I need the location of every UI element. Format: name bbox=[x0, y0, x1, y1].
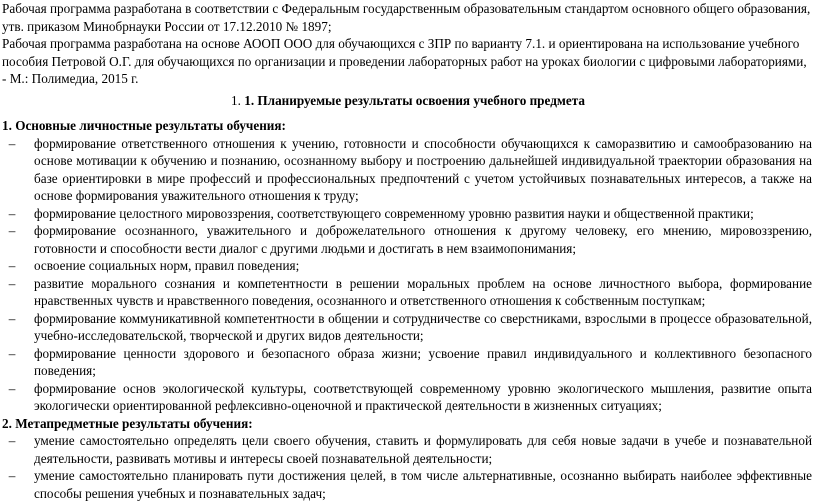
list-item-text: формирование осознанного, уважительного и доброжелательного отношения к другому человеку, его мнению, мировоззрению, готовности и способности вести диалог с другими людьми и достигать в нем взаимопонимания; bbox=[34, 223, 812, 256]
bullet-list bbox=[0, 432, 816, 502]
section-title: 2. Метапредметные результаты обучения: bbox=[0, 415, 816, 433]
list-item bbox=[0, 257, 816, 275]
list-item-text: формирование целостного мировоззрения, соответствующего современному уровню развития науки и общественной практики; bbox=[34, 206, 754, 221]
intro-paragraph: Рабочая программа разработана в соответствии с Федеральным государственным образовательным стандартом основного общего образования, утв. приказом Минобрнауки России от 17.12.2010 № 1897; bbox=[0, 0, 816, 35]
list-item-text: умение самостоятельно планировать пути достижения целей, в том числе альтернативные, осознанно выбирать наиболее эффективные способы решения учебных и познавательных задач; bbox=[34, 468, 812, 501]
list-item bbox=[0, 432, 816, 467]
dash-bullet: – bbox=[2, 380, 22, 398]
dash-bullet: – bbox=[2, 432, 22, 450]
list-item-text: формирование ценности здорового и безопасного образа жизни; усвоение правил индивидуального и коллективного безопасного поведения; bbox=[34, 346, 812, 379]
section-heading bbox=[0, 92, 816, 110]
dash-bullet: – bbox=[2, 205, 22, 223]
list-item bbox=[0, 135, 816, 205]
list-item-text: формирование коммуникативной компетентности в общении и сотрудничестве со сверстниками, взрослыми в процессе образовательной, учебно-исследовательской, творческой и других видов деятельности; bbox=[34, 311, 812, 344]
list-item-text: освоение социальных норм, правил поведения; bbox=[34, 258, 299, 273]
list-item bbox=[0, 310, 816, 345]
personal-results-section bbox=[0, 117, 816, 415]
heading-text: 1. Планируемые результаты освоения учебного предмета bbox=[244, 93, 585, 108]
metasubject-results-section bbox=[0, 415, 816, 502]
list-item bbox=[0, 345, 816, 380]
list-item bbox=[0, 380, 816, 415]
dash-bullet: – bbox=[2, 135, 22, 153]
list-item-text: развитие морального сознания и компетентности в решении моральных проблем на основе личностного выбора, формирование нравственных чувств и нравственного поведения, осознанного и ответственного отношения к собственным поступкам; bbox=[34, 276, 812, 309]
list-item-text: умение самостоятельно определять цели своего обучения, ставить и формулировать для себя новые задачи в учебе и познавательной деятельности, развивать мотивы и интересы своей познавательной деятельности; bbox=[34, 433, 812, 466]
bullet-list bbox=[0, 135, 816, 415]
list-item-text: формирование основ экологической культуры, соответствующей современному уровню экологического мышления, развитие опыта экологически ориентированной рефлексивно-оценочной и практической деятельности в жизненных ситуациях; bbox=[34, 381, 812, 414]
section-title: 1. Основные личностные результаты обучения: bbox=[0, 117, 816, 135]
dash-bullet: – bbox=[2, 310, 22, 328]
list-item-text: формирование ответственного отношения к учению, готовности и способности обучающихся к саморазвитию и самообразованию на основе мотивации к обучению и познанию, осознанному выбору и построению дальнейшей индивидуальной траектории образования на базе ориентировки в мире профессий и профессиональных предпочтений с учетом устойчивых познавательных интересов, а также на основе формирования уважительного отношения к труду; bbox=[34, 136, 812, 204]
intro-block bbox=[0, 0, 816, 88]
list-item bbox=[0, 205, 816, 223]
dash-bullet: – bbox=[2, 467, 22, 485]
heading-number: 1. bbox=[231, 93, 241, 108]
list-item bbox=[0, 467, 816, 502]
dash-bullet: – bbox=[2, 222, 22, 240]
dash-bullet: – bbox=[2, 275, 22, 293]
list-item bbox=[0, 222, 816, 257]
intro-paragraph: Рабочая программа разработана на основе АООП ООО для обучающихся с ЗПР по варианту 7.1. и ориентирована на использование учебного пособия Петровой О.Г. для обучающихся по организации и проведении лабораторных работ на уроках биологии с цифровыми лабораториями, - М.: Полимедиа, 2015 г. bbox=[0, 35, 816, 88]
list-item bbox=[0, 275, 816, 310]
dash-bullet: – bbox=[2, 345, 22, 363]
dash-bullet: – bbox=[2, 257, 22, 275]
